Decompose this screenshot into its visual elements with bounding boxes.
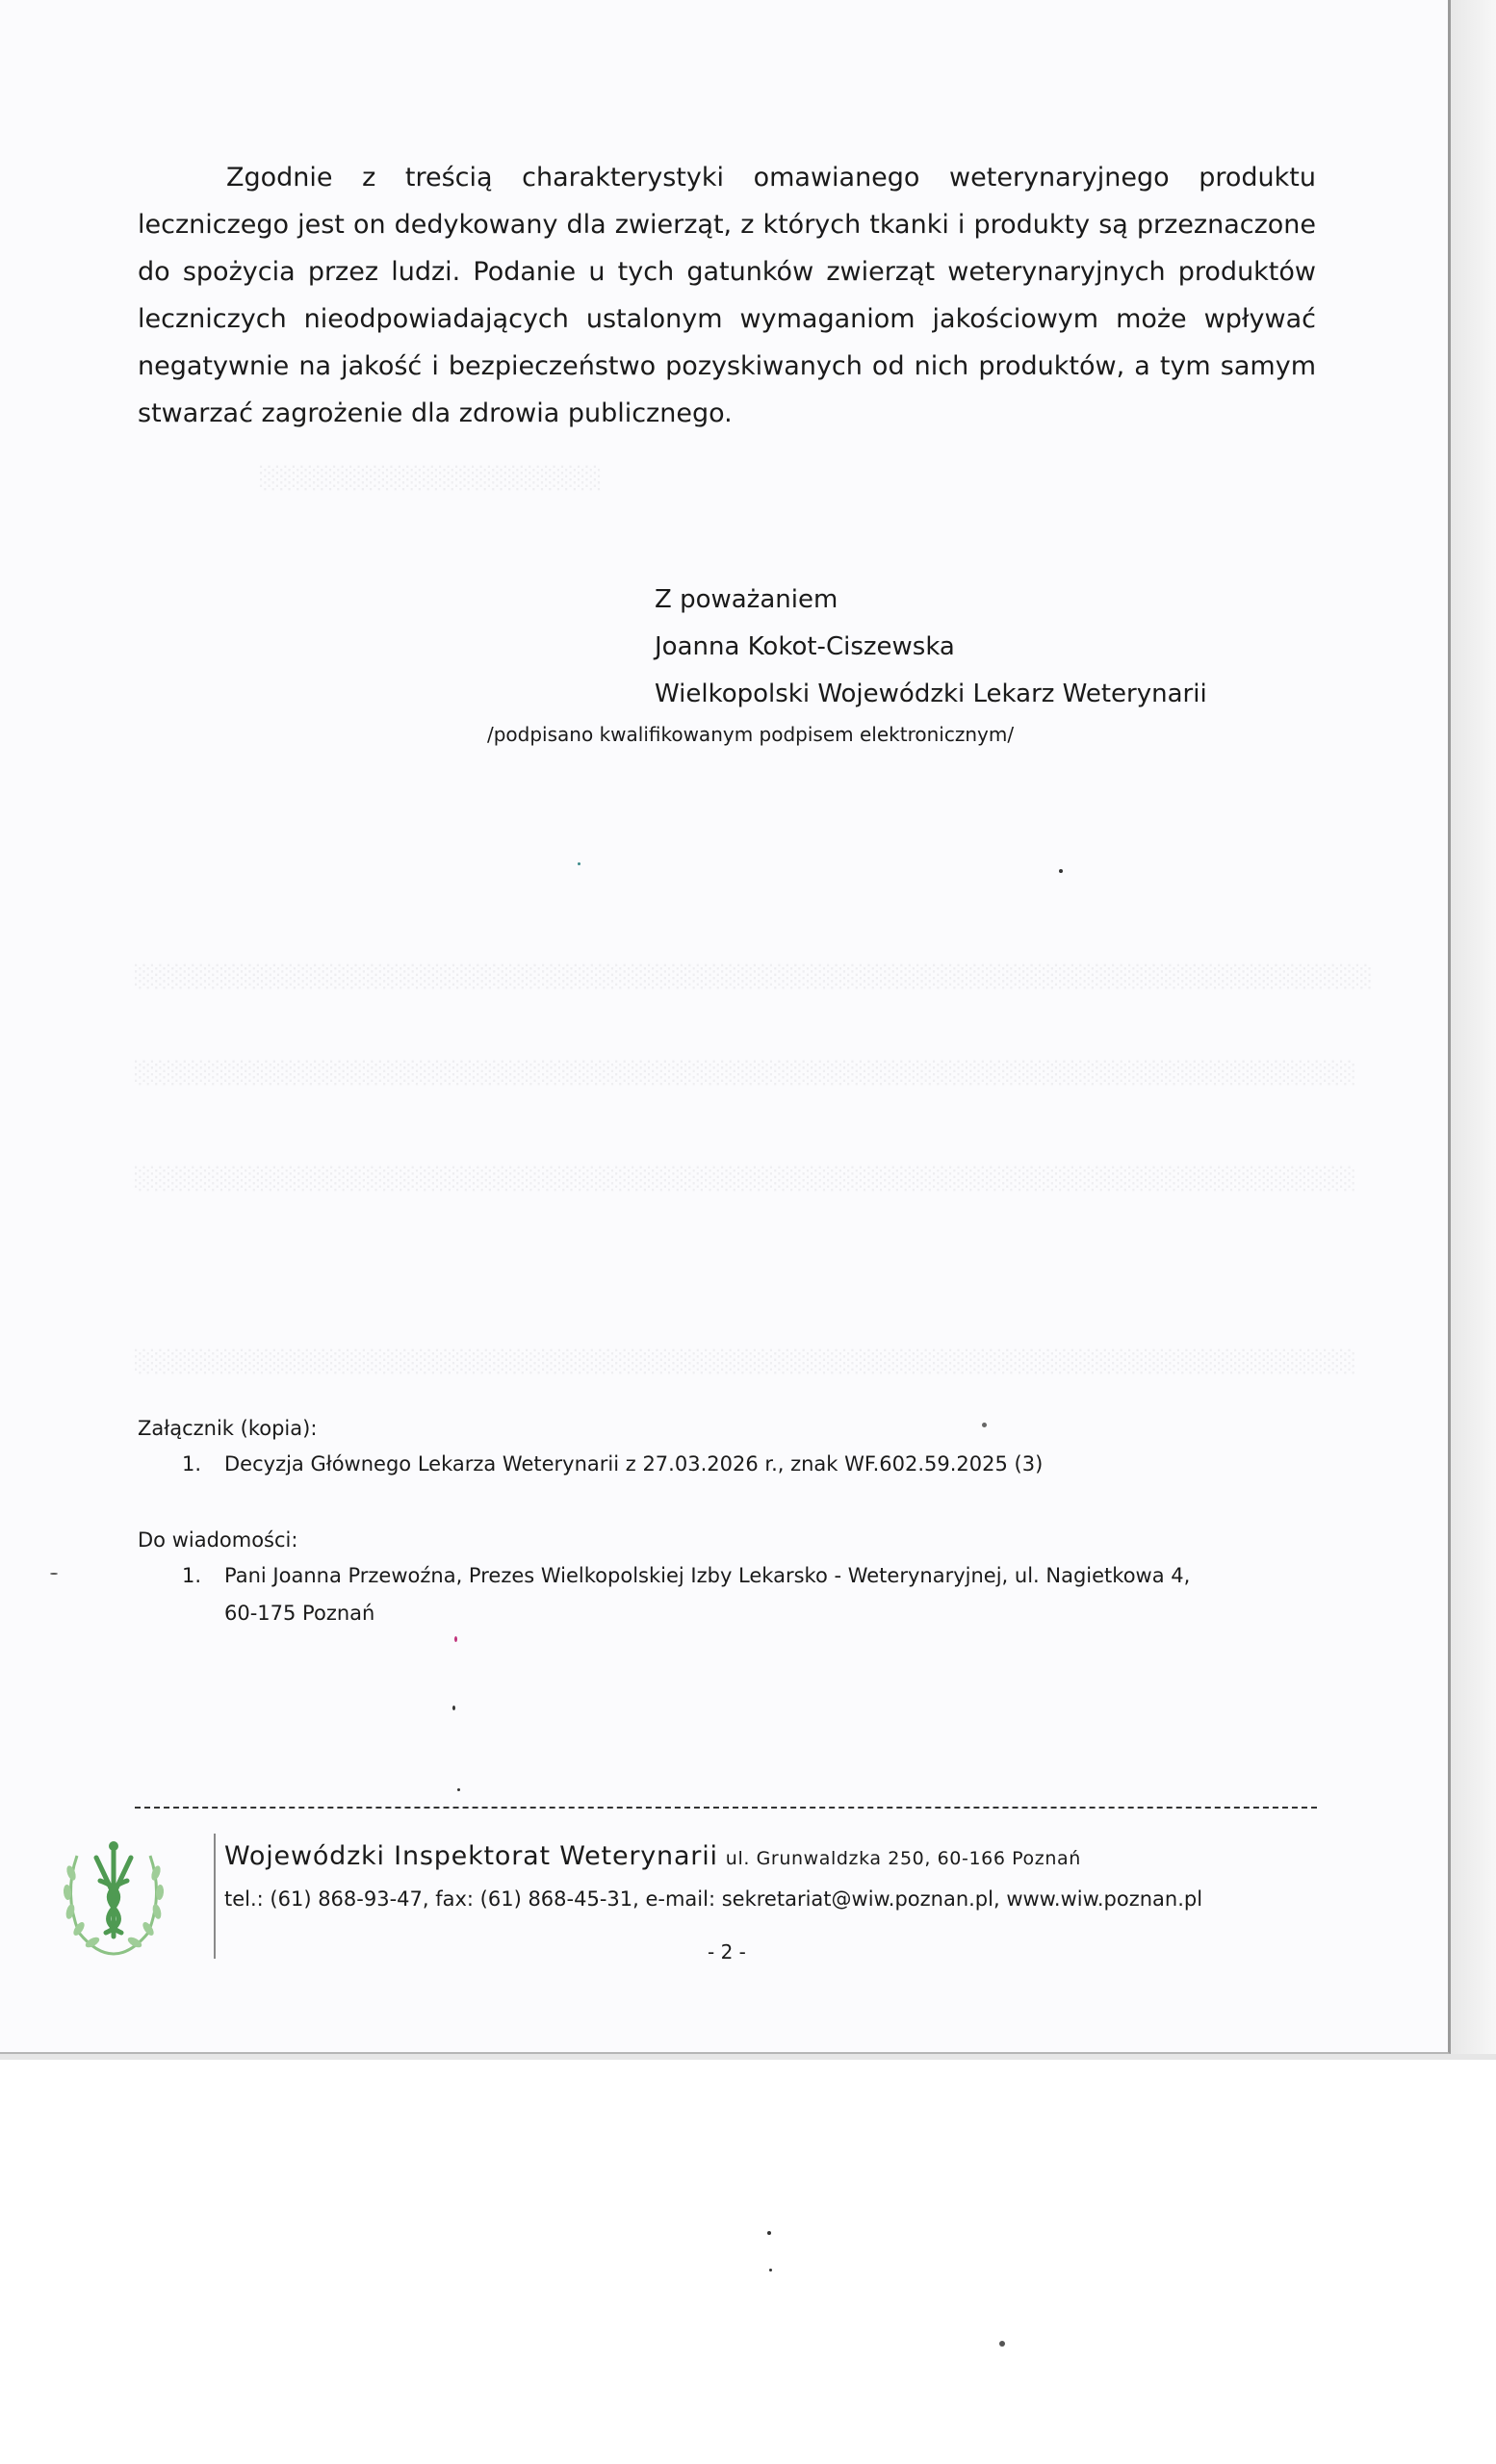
footer-divider-line (135, 1807, 1317, 1809)
page-number: - 2 - (708, 1940, 746, 1964)
footer-vertical-rule (214, 1834, 216, 1959)
page-bottom-edge (0, 2054, 1496, 2060)
veterinary-inspection-logo-icon (58, 1836, 169, 1960)
organization-name: Wojewódzki Inspektorat Weterynarii (224, 1841, 718, 1871)
recipient-line: Pani Joanna Przewoźna, Prezes Wielkopolskiej Izby Lekarsko - Weterynaryjnej, ul. Nagietkowa 4, (224, 1564, 1191, 1587)
footer-contact: tel.: (61) 868-93-47, fax: (61) 868-45-31, e-mail: sekretariat@wiw.poznan.pl, www.wiw.poznan.pl (224, 1887, 1203, 1911)
body-paragraph: Zgodnie z treścią charakterystyki omawianego weterynaryjnego produktu leczniczego jest on dedykowany dla zwierząt, z których tkanki i produkty są przeznaczone do spożycia przez ludzi. Podanie u tych gatunków zwierząt weterynaryjnych produktów leczniczych nieodpowiadających ustalonym wymaganiom jakościowym może wpływać negatywnie na jakość i bezpieczeństwo pozyskiwanych od nich produktów, a tym samym stwarzać zagrożenie dla zdrowia publicznego. (138, 163, 1316, 428)
bleed-through: ░░░░░░░░░░░░░░░░░░░░░░░░░░░░░░░░░░░░░░░░░░░░░░░░░░░░░░░░░░░░░░░░░░░░░░░░░░░░ (135, 965, 1373, 989)
scan-speck (999, 2341, 1005, 2347)
list-number: 1. (182, 1452, 202, 1476)
scan-speck (982, 1423, 987, 1427)
recipient-item (182, 1557, 1190, 1632)
scan-speck (50, 1573, 58, 1575)
scan-speck (578, 862, 580, 865)
recipient-line: 60-175 Poznań (224, 1602, 375, 1625)
signature-block (655, 577, 1207, 718)
scan-speck (1059, 869, 1063, 873)
bleed-through: ░░░░░░░░░░░░░░░░░░░░░░░░░░░░░░░░░░░░░░░░░░░░░░░░░░░░░░░░░░░░░░░░░░░░░░░░░░░ (135, 1168, 1356, 1192)
scan-edge-shadow (1451, 0, 1496, 2054)
scan-speck (767, 2231, 771, 2235)
organization-address: ul. Grunwaldzka 250, 60-166 Poznań (725, 1848, 1081, 1869)
recipients-label: Do wiadomości: (138, 1528, 298, 1552)
scan-speck (454, 1636, 457, 1642)
signatory-name: Joanna Kokot-Ciszewska (655, 632, 955, 661)
signatory-title: Wielkopolski Wojewódzki Lekarz Weterynarii (655, 680, 1207, 708)
scan-speck (452, 1706, 455, 1710)
attachment-text: Decyzja Głównego Lekarza Weterynarii z 27.03.2026 r., znak WF.602.59.2025 (3) (224, 1452, 1044, 1476)
footer-organization (224, 1841, 1081, 1871)
bleed-through: ░░░░░░░░░░░░░░░░░░░░░ (260, 467, 603, 491)
attachments-label: Załącznik (kopia): (138, 1417, 318, 1440)
e-signature-note: /podpisano kwalifikowanym podpisem elektronicznym/ (487, 723, 1015, 746)
scan-speck (457, 1788, 460, 1791)
bleed-through: ░░░░░░░░░░░░░░░░░░░░░░░░░░░░░░░░░░░░░░░░░░░░░░░░░░░░░░░░░░░░░░░░░░░░░░░░░░░ (135, 1350, 1356, 1374)
attachment-item (182, 1446, 1043, 1483)
list-number: 1. (182, 1564, 202, 1587)
bleed-through: ░░░░░░░░░░░░░░░░░░░░░░░░░░░░░░░░░░░░░░░░░░░░░░░░░░░░░░░░░░░░░░░░░░░░░░░░░░░ (135, 1062, 1356, 1086)
closing-salutation: Z poważaniem (655, 585, 838, 614)
scan-speck (769, 2269, 772, 2272)
